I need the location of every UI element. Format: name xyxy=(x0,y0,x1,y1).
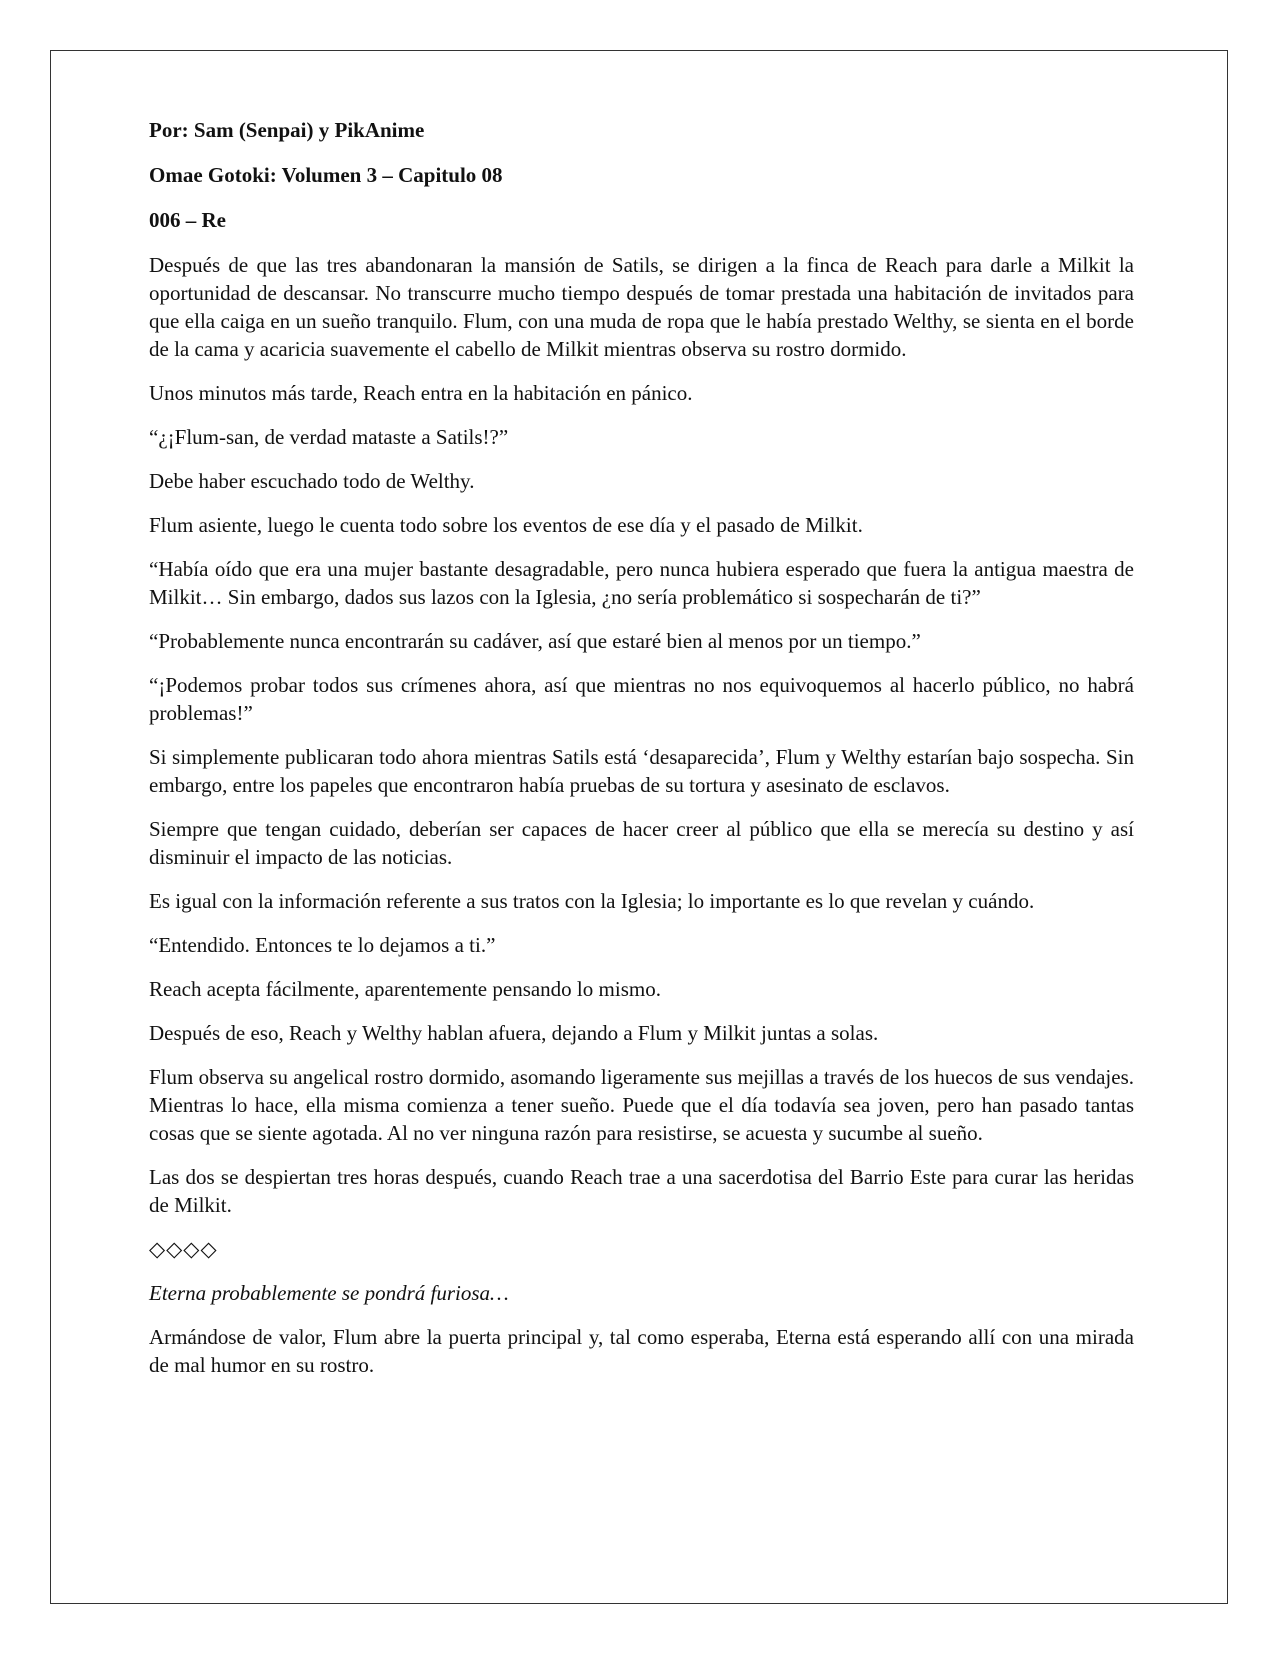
paragraph: “Entendido. Entonces te lo dejamos a ti.” xyxy=(149,933,496,957)
paragraph: Flum asiente, luego le cuenta todo sobre los eventos de ese día y el pasado de Milkit. xyxy=(149,513,863,537)
paragraph: Las dos se despiertan tres horas después, cuando Reach trae a una sacerdotisa del Barrio Este para curar las heridas de Milkit. xyxy=(149,1165,1134,1217)
scene-separator: ◇◇◇◇ xyxy=(149,1237,218,1261)
credits-line: Por: Sam (Senpai) y PikAnime xyxy=(149,118,425,142)
paragraph: Flum observa su angelical rostro dormido, asomando ligeramente sus mejillas a través de los huecos de sus vendajes. Mientras lo hace, ella misma comienza a tener sueño. Puede que el día todavía sea joven, pero han pasado tantas cosas que se siente agotada. Al no ver ninguna razón para resistirse, se acuesta y sucumbe al sueño. xyxy=(149,1065,1134,1145)
document-body xyxy=(149,116,1134,1395)
paragraph: Después de eso, Reach y Welthy hablan afuera, dejando a Flum y Milkit juntas a solas. xyxy=(149,1021,879,1045)
section-title: 006 – Re xyxy=(149,208,226,232)
chapter-title: Omae Gotoki: Volumen 3 – Capitulo 08 xyxy=(149,163,503,187)
paragraph: Si simplemente publicaran todo ahora mientras Satils está ‘desaparecida’, Flum y Welthy estarían bajo sospecha. Sin embargo, entre los papeles que encontraron había pruebas de su tortura y asesinato de esclavos. xyxy=(149,745,1134,797)
paragraph: Después de que las tres abandonaran la mansión de Satils, se dirigen a la finca de Reach para darle a Milkit la oportunidad de descansar. No transcurre mucho tiempo después de tomar prestada una habitación de invitados para que ella caiga en un sueño tranquilo. Flum, con una muda de ropa que le había prestado Welthy, se sienta en el borde de la cama y acaricia suavemente el cabello de Milkit mientras observa su rostro dormido. xyxy=(149,253,1134,361)
closing-paragraph: Armándose de valor, Flum abre la puerta principal y, tal como esperaba, Eterna está esperando allí con una mirada de mal humor en su rostro. xyxy=(149,1325,1134,1377)
paragraph: Debe haber escuchado todo de Welthy. xyxy=(149,469,475,493)
paragraph: “Había oído que era una mujer bastante desagradable, pero nunca hubiera esperado que fuera la antigua maestra de Milkit… Sin embargo, dados sus lazos con la Iglesia, ¿no sería problemático si sospecharán de ti?” xyxy=(149,557,1134,609)
paragraph: “¿¡Flum-san, de verdad mataste a Satils!?” xyxy=(149,425,509,449)
paragraph: “¡Podemos probar todos sus crímenes ahora, así que mientras no nos equivoquemos al hacerlo público, no habrá problemas!” xyxy=(149,673,1134,725)
paragraph: Unos minutos más tarde, Reach entra en la habitación en pánico. xyxy=(149,381,693,405)
paragraph: “Probablemente nunca encontrarán su cadáver, así que estaré bien al menos por un tiempo.” xyxy=(149,629,921,653)
paragraph: Reach acepta fácilmente, aparentemente pensando lo mismo. xyxy=(149,977,661,1001)
italic-thought: Eterna probablemente se pondrá furiosa… xyxy=(149,1281,509,1305)
paragraph: Es igual con la información referente a sus tratos con la Iglesia; lo importante es lo que revelan y cuándo. xyxy=(149,889,1035,913)
paragraph: Siempre que tengan cuidado, deberían ser capaces de hacer creer al público que ella se merecía su destino y así disminuir el impacto de las noticias. xyxy=(149,817,1134,869)
